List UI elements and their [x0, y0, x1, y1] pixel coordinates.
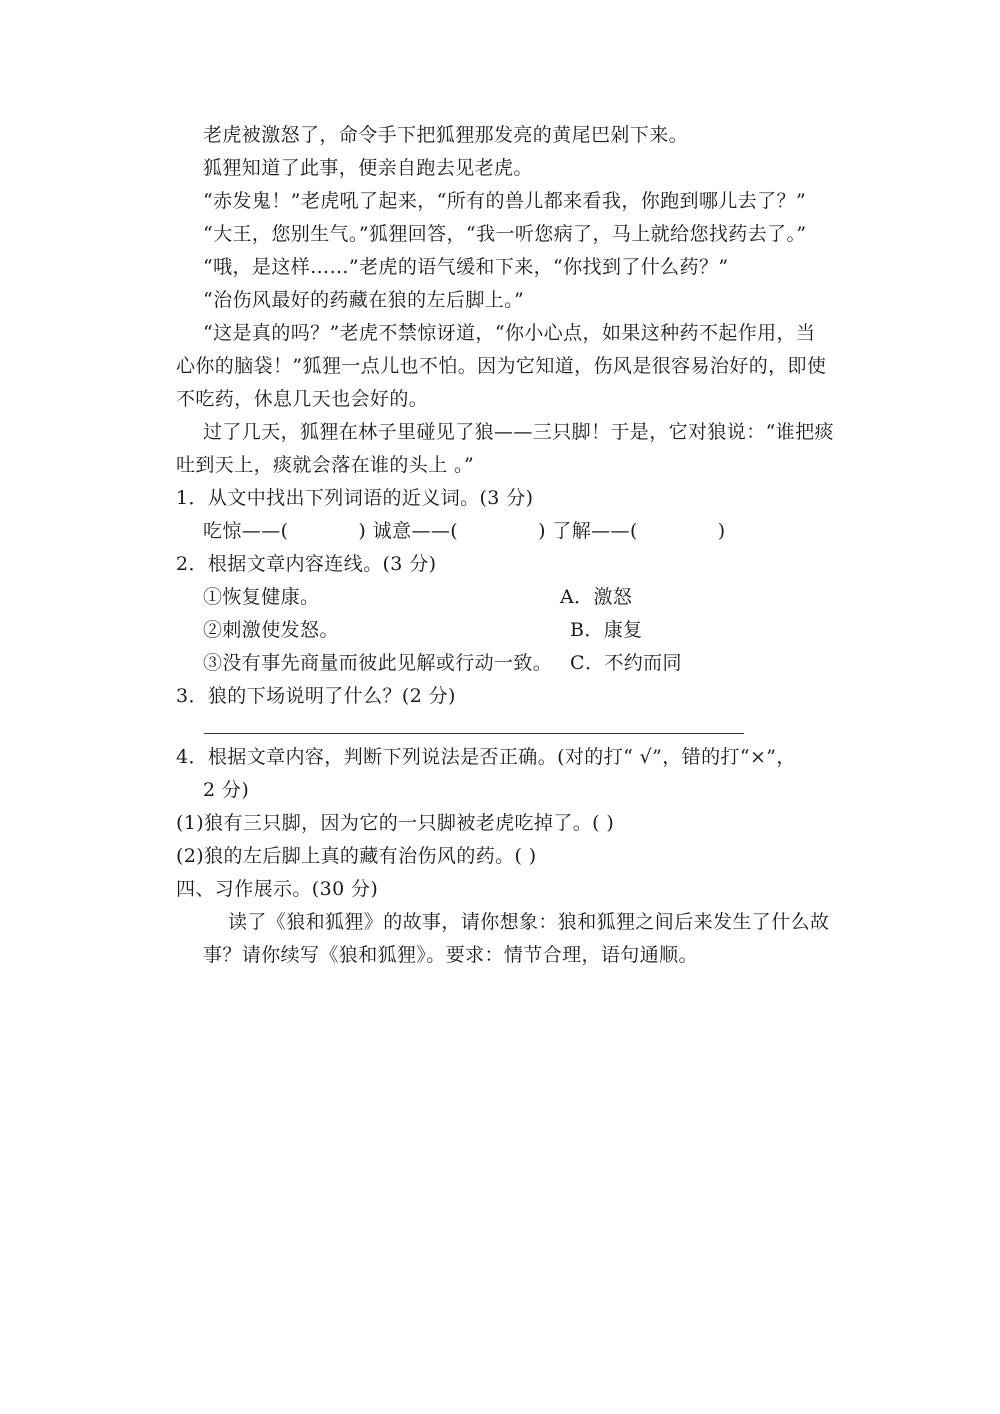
judge-statement-2[interactable]: (2)狼的左后脚上真的藏有治伤风的药。( ) [176, 845, 537, 867]
match-left-item[interactable]: ①恢复健康。 [203, 586, 320, 608]
passage-paragraph: 吐到天上，痰就会落在谁的头上 。” [176, 454, 475, 476]
writing-prompt: 事？请你续写《狼和狐狸》。要求：情节合理，语句通顺。 [203, 944, 698, 966]
passage-paragraph: 狐狸知道了此事，便亲自跑去见老虎。 [203, 157, 533, 179]
synonym-item-2: ) 诚意——( [358, 520, 459, 542]
question-1-synonym-row [203, 520, 726, 542]
passage-paragraph: 过了几天，狐狸在林子里碰见了狼——三只脚！于是，它对狼说：“谁把痰 [203, 421, 834, 443]
question-3-prompt: 3．狼的下场说明了什么？(2 分) [176, 685, 456, 707]
passage-paragraph: 心你的脑袋！”狐狸一点儿也不怕。因为它知道，伤风是很容易治好的，即使 [176, 355, 827, 377]
match-left-item[interactable]: ③没有事先商量而彼此见解或行动一致。 [203, 652, 553, 674]
question-4-prompt: 4．根据文章内容，判断下列说法是否正确。(对的打“ √”，错的打“×”， [176, 746, 796, 768]
passage-paragraph: “这是真的吗？”老虎不禁惊讶道，“你小心点，如果这种药不起作用，当 [203, 322, 816, 344]
question-4-prompt-cont: 2 分) [203, 779, 250, 801]
match-right-item[interactable]: B．康复 [570, 619, 643, 641]
passage-paragraph: 不吃药，休息几天也会好的。 [176, 388, 429, 410]
question-2-prompt: 2．根据文章内容连线。(3 分) [176, 553, 437, 575]
answer-line[interactable] [204, 733, 744, 734]
synonym-item-1: 吃惊——( [203, 520, 289, 542]
passage-paragraph: “赤发鬼！”老虎吼了起来，“所有的兽儿都来看我，你跑到哪儿去了？” [203, 190, 807, 212]
passage-paragraph: “治伤风最好的药藏在狼的左后脚上。” [203, 289, 525, 311]
passage-paragraph: “大王，您别生气。”狐狸回答，“我一听您病了，马上就给您找药去了。” [203, 223, 807, 245]
synonym-item-close: ) [717, 520, 726, 542]
match-left-item[interactable]: ②刺激使发怒。 [203, 619, 339, 641]
passage-paragraph: “哦，是这样……”老虎的语气缓和下来，“你找到了什么药？” [203, 256, 729, 278]
judge-statement-1[interactable]: (1)狼有三只脚，因为它的一只脚被老虎吃掉了。( ) [176, 812, 615, 834]
writing-prompt: 读了《狼和狐狸》的故事，请你想象：狼和狐狸之间后来发生了什么故 [228, 911, 830, 933]
question-1-prompt: 1．从文中找出下列词语的近义词。(3 分) [176, 487, 534, 509]
section-4-heading: 四、习作展示。(30 分) [176, 878, 379, 900]
passage-paragraph: 老虎被激怒了，命令手下把狐狸那发亮的黄尾巴剁下来。 [203, 124, 689, 146]
match-right-item[interactable]: A．激怒 [560, 586, 633, 608]
synonym-item-3: ) 了解——( [538, 520, 638, 542]
match-right-item[interactable]: C．不约而同 [570, 652, 682, 674]
